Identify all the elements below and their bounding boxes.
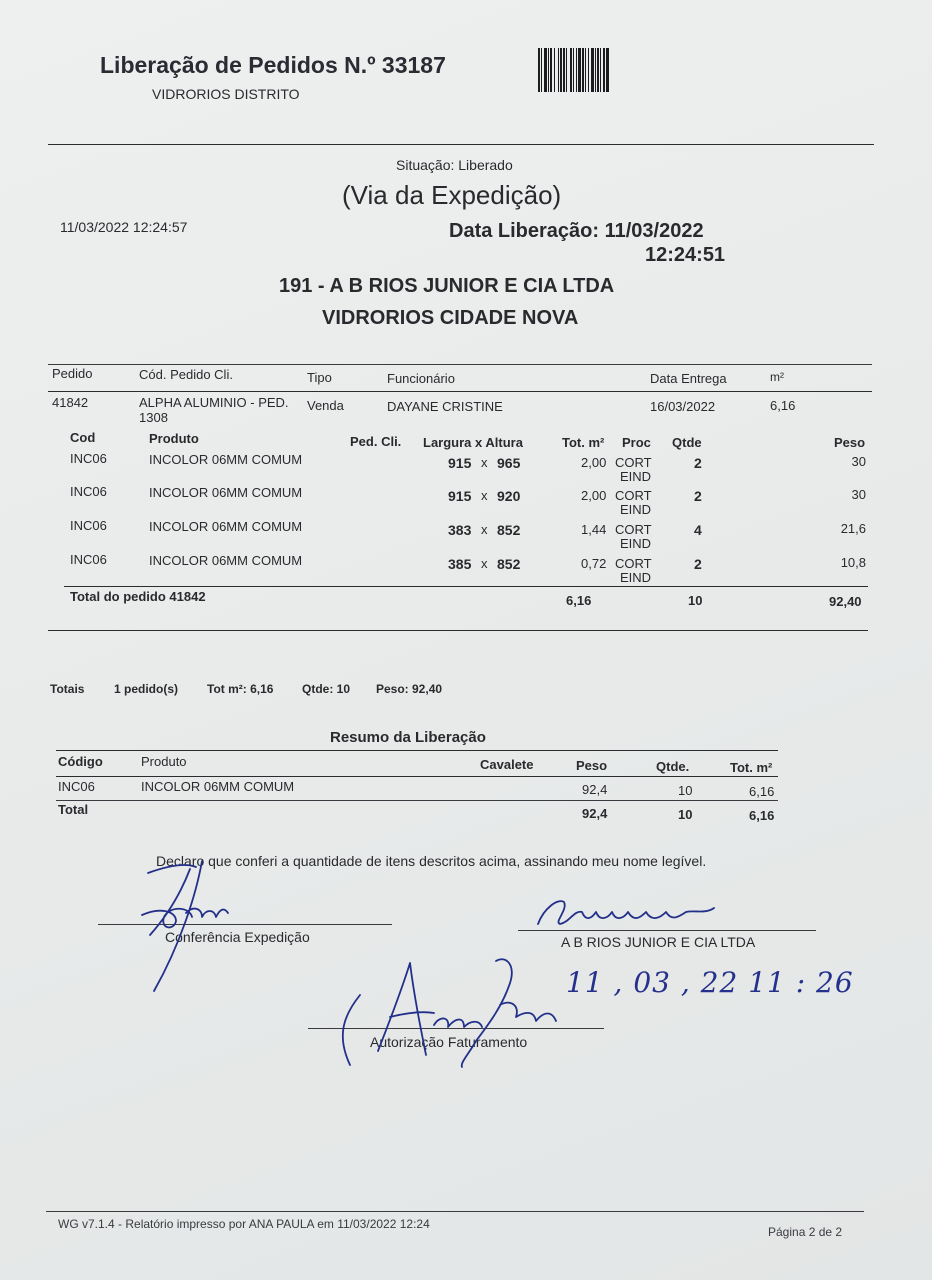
item-proc-1: CORT bbox=[615, 522, 652, 537]
resumo-produto: INCOLOR 06MM COMUM bbox=[141, 779, 295, 794]
totals-m2: Tot m²: 6,16 bbox=[207, 682, 274, 696]
resumo-total-label: Total bbox=[58, 802, 89, 817]
resumo-col-produto: Produto bbox=[141, 754, 187, 769]
item-qtde: 2 bbox=[694, 455, 702, 471]
divider bbox=[48, 630, 868, 631]
data-liberacao: Data Liberação: 11/03/2022 bbox=[449, 220, 704, 242]
item-altura: 852 bbox=[497, 556, 521, 572]
item-qtde: 2 bbox=[694, 556, 702, 572]
client-branch: VIDRORIOS CIDADE NOVA bbox=[322, 307, 579, 329]
footer-page: Página 2 de 2 bbox=[768, 1225, 843, 1239]
item-produto: INCOLOR 06MM COMUM bbox=[149, 485, 303, 500]
col-m2: m² bbox=[770, 370, 784, 384]
item-tot-m2: 1,44 bbox=[581, 522, 607, 537]
col-pedido: Pedido bbox=[52, 366, 93, 381]
col-qtde: Qtde bbox=[672, 435, 702, 450]
order-data-entrega: 16/03/2022 bbox=[650, 399, 716, 414]
via-label: (Via da Expedição) bbox=[342, 180, 562, 210]
item-tot-m2: 2,00 bbox=[581, 455, 607, 470]
col-cod-pedido-cli: Cód. Pedido Cli. bbox=[139, 367, 233, 382]
item-peso: 30 bbox=[851, 454, 866, 469]
resumo-col-tot-m2: Tot. m² bbox=[730, 760, 773, 775]
item-cod: INC06 bbox=[70, 518, 107, 533]
item-largura: 385 bbox=[448, 556, 472, 572]
item-produto: INCOLOR 06MM COMUM bbox=[149, 553, 303, 568]
resumo-total-tot-m2: 6,16 bbox=[749, 808, 775, 823]
item-produto: INCOLOR 06MM COMUM bbox=[149, 452, 303, 467]
client-name: 191 - A B RIOS JUNIOR E CIA LTDA bbox=[279, 275, 615, 297]
resumo-col-qtde: Qtde. bbox=[656, 759, 690, 774]
item-peso: 30 bbox=[851, 487, 866, 502]
item-peso: 21,6 bbox=[840, 521, 866, 536]
resumo-col-cavalete: Cavalete bbox=[480, 757, 534, 772]
item-proc-2: EIND bbox=[620, 502, 652, 517]
signature-company-scribble bbox=[530, 888, 730, 938]
document-title: Liberação de Pedidos N.º 33187 bbox=[100, 52, 446, 78]
total-pedido-qtde: 10 bbox=[688, 593, 703, 608]
divider bbox=[64, 586, 868, 587]
total-pedido-label: Total do pedido 41842 bbox=[70, 589, 206, 604]
item-x: x bbox=[481, 522, 488, 537]
signature-label-conferencia: Conferência Expedição bbox=[165, 929, 310, 945]
item-altura: 920 bbox=[497, 488, 521, 504]
order-cod-pedido-cli-2: 1308 bbox=[139, 410, 168, 425]
handwritten-datetime: 11 , 03 , 22 11 : 26 bbox=[566, 966, 854, 999]
footer-printed-by: WG v7.1.4 - Relatório impresso por ANA PAULA em 11/03/2022 12:24 bbox=[58, 1217, 430, 1231]
declaration-text: Declaro que conferi a quantidade de itens descritos acima, assinando meu nome legível. bbox=[156, 853, 707, 869]
resumo-codigo: INC06 bbox=[58, 779, 95, 794]
resumo-total-peso: 92,4 bbox=[582, 806, 608, 821]
company-name: VIDRORIOS DISTRITO bbox=[152, 86, 300, 102]
item-proc-2: EIND bbox=[620, 536, 652, 551]
item-tot-m2: 0,72 bbox=[581, 556, 607, 571]
resumo-col-codigo: Código bbox=[58, 754, 103, 769]
item-tot-m2: 2,00 bbox=[581, 488, 607, 503]
item-largura: 383 bbox=[448, 522, 472, 538]
signature-autorizacao-scribble bbox=[330, 955, 570, 1075]
col-funcionario: Funcionário bbox=[387, 371, 455, 386]
item-altura: 965 bbox=[497, 455, 521, 471]
item-largura: 915 bbox=[448, 488, 472, 504]
item-cod: INC06 bbox=[70, 451, 107, 466]
totals-label: Totais bbox=[50, 682, 85, 696]
order-funcionario: DAYANE CRISTINE bbox=[387, 399, 503, 414]
totals-qtde: Qtde: 10 bbox=[302, 682, 351, 696]
situacao-label: Situação: Liberado bbox=[396, 157, 513, 173]
signature-conferencia-scribble bbox=[130, 855, 240, 995]
item-proc-1: CORT bbox=[615, 556, 652, 571]
divider bbox=[56, 800, 778, 801]
item-qtde: 4 bbox=[694, 522, 702, 538]
order-m2: 6,16 bbox=[770, 398, 796, 413]
item-proc-2: EIND bbox=[620, 570, 652, 585]
data-liberacao-time: 12:24:51 bbox=[645, 244, 726, 266]
item-x: x bbox=[481, 455, 488, 470]
divider bbox=[48, 144, 874, 145]
divider bbox=[48, 391, 872, 392]
item-produto: INCOLOR 06MM COMUM bbox=[149, 519, 303, 534]
item-qtde: 2 bbox=[694, 488, 702, 504]
order-cod-pedido-cli: ALPHA ALUMINIO - PED. bbox=[139, 395, 289, 410]
col-largura-altura: Largura x Altura bbox=[423, 435, 523, 450]
item-cod: INC06 bbox=[70, 552, 107, 567]
col-tipo: Tipo bbox=[307, 370, 332, 385]
resumo-total-qtde: 10 bbox=[678, 807, 693, 822]
resumo-peso: 92,4 bbox=[582, 782, 608, 797]
resumo-tot-m2: 6,16 bbox=[749, 784, 775, 799]
col-produto: Produto bbox=[149, 431, 199, 446]
order-pedido: 41842 bbox=[52, 395, 89, 410]
total-pedido-peso: 92,40 bbox=[829, 594, 862, 609]
resumo-title: Resumo da Liberação bbox=[330, 729, 486, 746]
col-cod: Cod bbox=[70, 430, 96, 445]
item-proc-1: CORT bbox=[615, 455, 652, 470]
item-proc-1: CORT bbox=[615, 488, 652, 503]
divider bbox=[56, 750, 778, 751]
totals-peso: Peso: 92,40 bbox=[376, 682, 443, 696]
item-cod: INC06 bbox=[70, 484, 107, 499]
signature-label-autorizacao: Autorização Faturamento bbox=[370, 1034, 528, 1050]
totals-pedidos: 1 pedido(s) bbox=[114, 682, 179, 696]
divider bbox=[48, 364, 872, 365]
print-datetime: 11/03/2022 12:24:57 bbox=[60, 219, 188, 235]
item-peso: 10,8 bbox=[840, 555, 866, 570]
resumo-col-peso: Peso bbox=[576, 758, 608, 773]
col-data-entrega: Data Entrega bbox=[650, 371, 727, 386]
signature-label-company: A B RIOS JUNIOR E CIA LTDA bbox=[561, 934, 756, 950]
divider bbox=[46, 1211, 864, 1212]
item-altura: 852 bbox=[497, 522, 521, 538]
col-peso: Peso bbox=[834, 435, 866, 450]
barcode bbox=[538, 48, 684, 92]
item-proc-2: EIND bbox=[620, 469, 652, 484]
divider bbox=[56, 776, 778, 777]
item-x: x bbox=[481, 488, 488, 503]
total-pedido-m2: 6,16 bbox=[566, 593, 592, 608]
resumo-qtde: 10 bbox=[678, 783, 693, 798]
col-proc: Proc bbox=[622, 435, 651, 450]
col-tot-m2: Tot. m² bbox=[562, 435, 605, 450]
order-tipo: Venda bbox=[307, 398, 344, 413]
col-ped-cli: Ped. Cli. bbox=[350, 434, 402, 449]
item-largura: 915 bbox=[448, 455, 472, 471]
item-x: x bbox=[481, 556, 488, 571]
